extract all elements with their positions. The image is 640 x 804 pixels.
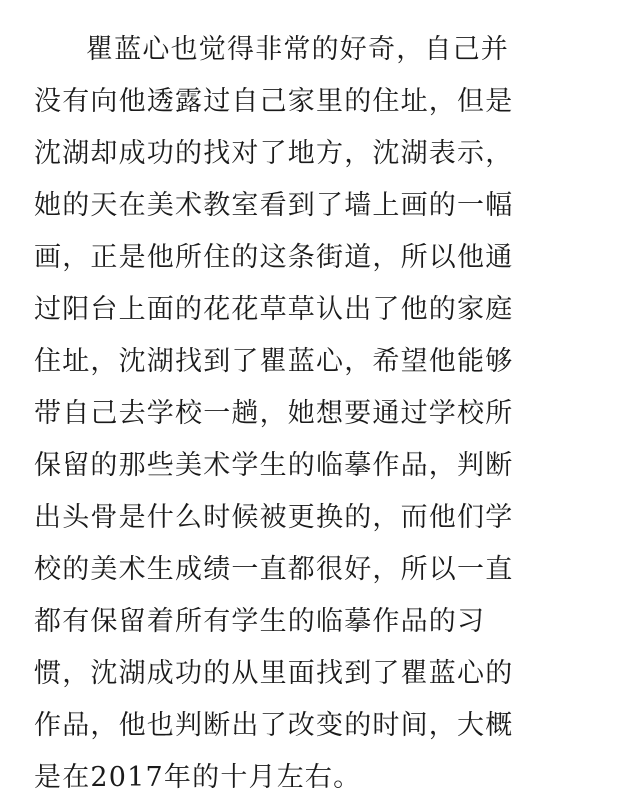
- text-line: 惯，沈湖成功的从里面找到了瞿蓝心的: [34, 658, 514, 689]
- text-line: 过阳台上面的花花草草认出了他的家庭: [34, 294, 514, 325]
- text-line: 校的美术生成绩一直都很好，所以一直: [34, 554, 514, 585]
- text-line: 是在2017年的十月左右。: [34, 762, 362, 793]
- handwritten-paragraph: [34, 24, 614, 804]
- text-line: 沈湖却成功的找对了地方，沈湖表示，: [34, 138, 514, 169]
- text-line: 作品，他也判断出了改变的时间，大概: [34, 710, 514, 741]
- text-line: 保留的那些美术学生的临摹作品，判断: [34, 450, 514, 481]
- text-line: 住址，沈湖找到了瞿蓝心，希望他能够: [34, 346, 514, 377]
- text-line: 出头骨是什么时候被更换的，而他们学: [34, 502, 514, 533]
- text-line: 瞿蓝心也觉得非常的好奇，自己并: [86, 34, 509, 65]
- text-line: 画，正是他所住的这条街道，所以他通: [34, 242, 514, 273]
- text-line: 带自己去学校一趟，她想要通过学校所: [34, 398, 514, 429]
- text-line: 她的天在美术教室看到了墙上画的一幅: [34, 190, 514, 221]
- text-line: 都有保留着所有学生的临摹作品的习: [34, 606, 486, 637]
- text-line: 没有向他透露过自己家里的住址，但是: [34, 86, 514, 117]
